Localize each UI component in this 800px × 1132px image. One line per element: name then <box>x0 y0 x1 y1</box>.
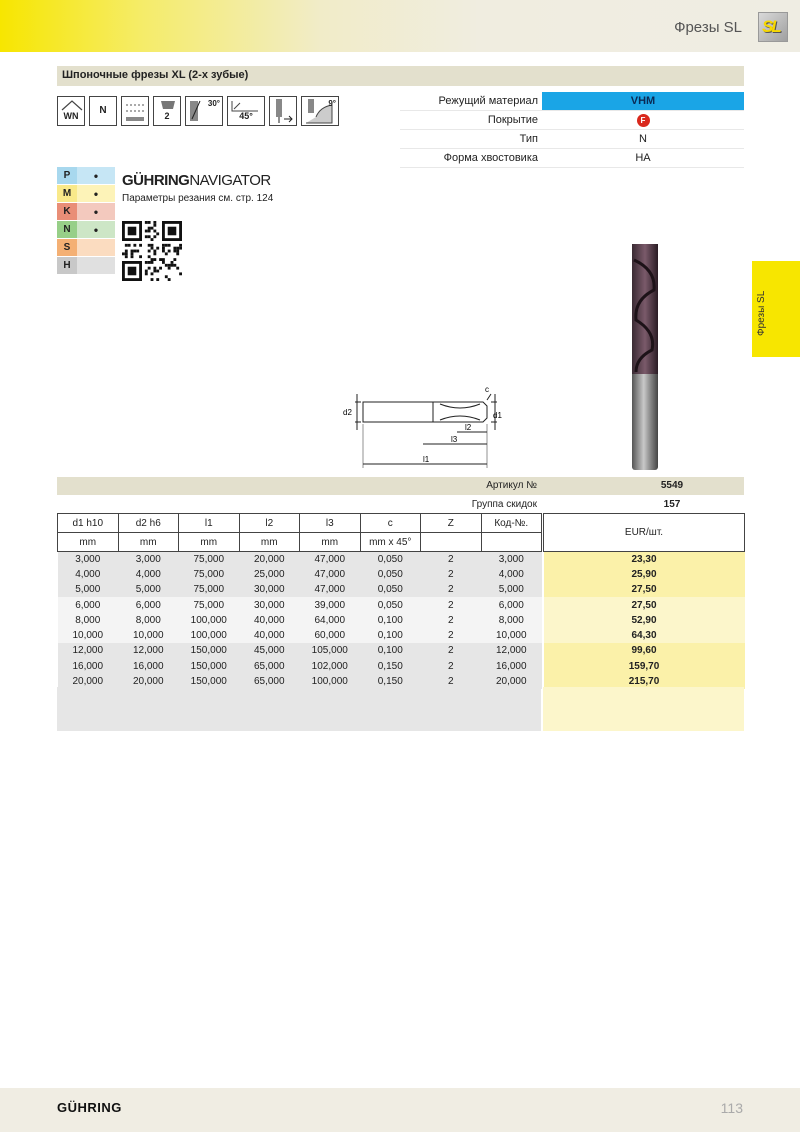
col-header: l3 <box>300 514 361 533</box>
table-cell: 102,000 <box>300 659 361 674</box>
navigator-brand: GÜHRING <box>122 172 190 189</box>
table-row <box>58 552 745 567</box>
table-cell: 150,000 <box>179 674 240 689</box>
unit-header: mm <box>239 533 300 552</box>
wn-label: WN <box>63 111 79 121</box>
type-n-label: N <box>99 105 107 116</box>
page-header-title: Фрезы SL <box>674 19 742 36</box>
discount-group: 157 <box>663 499 681 510</box>
material-suitability-dot <box>77 257 115 274</box>
material-row-p <box>57 167 115 185</box>
material-suitability-dot: • <box>93 169 99 183</box>
col-header: Код-№. <box>481 514 542 533</box>
col-header: Z <box>421 514 482 533</box>
table-cell: 0,150 <box>360 659 421 674</box>
table-cell: 2 <box>421 567 482 582</box>
table-cell: 0,050 <box>360 597 421 612</box>
table-cell: 0,150 <box>360 674 421 689</box>
table-cell: 10,000 <box>118 628 179 643</box>
drawing-label-d2: d2 <box>343 408 352 417</box>
price-cell: 25,90 <box>544 567 745 582</box>
property-row-material <box>400 92 744 111</box>
drawing-label-l3: l3 <box>451 435 458 444</box>
helix-angle: 30° <box>207 99 220 108</box>
table-filler <box>57 687 541 731</box>
table-cell: 5,000 <box>481 582 542 597</box>
coating-badge: F <box>637 114 650 127</box>
table-cell: 65,000 <box>239 674 300 689</box>
table-cell: 20,000 <box>58 674 119 689</box>
chamfer-angle: 45° <box>239 111 253 121</box>
table-cell: 2 <box>421 659 482 674</box>
table-cell: 2 <box>421 643 482 658</box>
discount-label: Группа скидок <box>471 499 537 510</box>
material-row-s <box>57 239 115 257</box>
table-cell: 0,050 <box>360 582 421 597</box>
table-cell: 8,000 <box>481 613 542 628</box>
drawing-label-d1: d1 <box>493 411 502 420</box>
property-label: Тип <box>519 133 538 145</box>
ramp-angle: 9° <box>328 99 336 108</box>
property-table <box>400 92 744 168</box>
price-cell: 52,90 <box>544 613 745 628</box>
price-cell: 64,30 <box>544 628 745 643</box>
qr-code[interactable] <box>122 221 182 281</box>
dimension-drawing <box>335 380 505 475</box>
table-cell: 2 <box>421 674 482 689</box>
unit-header <box>421 533 482 552</box>
table-cell: 0,050 <box>360 567 421 582</box>
price-cell: 99,60 <box>544 643 745 658</box>
drawing-label-l2: l2 <box>465 423 472 432</box>
side-tab-label: Фрезы SL <box>756 290 767 336</box>
property-row-type <box>400 130 744 149</box>
drawing-label-c: c <box>485 385 489 394</box>
col-header: l2 <box>239 514 300 533</box>
property-label: Режущий материал <box>438 95 538 107</box>
table-cell: 10,000 <box>58 628 119 643</box>
table-cell: 5,000 <box>58 582 119 597</box>
property-value: VHM <box>542 92 744 110</box>
table-cell: 105,000 <box>300 643 361 658</box>
table-cell: 4,000 <box>118 567 179 582</box>
article-label: Артикул № <box>486 480 537 491</box>
col-header: c <box>360 514 421 533</box>
property-value <box>542 111 744 129</box>
table-cell: 3,000 <box>481 552 542 567</box>
coolant-graphic <box>122 97 148 125</box>
material-row-k <box>57 203 115 221</box>
flutes-icon <box>153 96 181 126</box>
ramp-9-icon <box>301 96 339 126</box>
table-cell: 0,050 <box>360 552 421 567</box>
table-cell: 100,000 <box>300 674 361 689</box>
dimension-price-table <box>57 513 745 689</box>
price-cell: 27,50 <box>544 582 745 597</box>
material-key: M <box>57 185 77 202</box>
product-title-bar <box>57 66 744 86</box>
price-cell: 159,70 <box>544 659 745 674</box>
property-row-shank <box>400 149 744 168</box>
unit-header: mm <box>118 533 179 552</box>
navigator-suffix: NAVIGATOR <box>189 172 271 189</box>
col-header: d1 h10 <box>58 514 119 533</box>
table-cell: 0,100 <box>360 628 421 643</box>
table-cell: 2 <box>421 597 482 612</box>
property-row-coating <box>400 111 744 130</box>
article-row <box>57 477 744 495</box>
price-cell: 27,50 <box>544 597 745 612</box>
wn-shank-icon <box>57 96 85 126</box>
property-label: Покрытие <box>487 114 538 126</box>
table-cell: 2 <box>421 613 482 628</box>
unit-header: mm <box>58 533 119 552</box>
price-header: EUR/шт. <box>544 514 745 552</box>
table-cell: 8,000 <box>58 613 119 628</box>
table-header-row <box>58 514 745 533</box>
price-cell: 23,30 <box>544 552 745 567</box>
article-number: 5549 <box>660 480 684 491</box>
type-n-icon <box>89 96 117 126</box>
table-cell: 75,000 <box>179 567 240 582</box>
table-cell: 0,100 <box>360 643 421 658</box>
table-cell: 45,000 <box>239 643 300 658</box>
table-cell: 20,000 <box>481 674 542 689</box>
table-cell: 10,000 <box>481 628 542 643</box>
table-cell: 75,000 <box>179 597 240 612</box>
sl-logo <box>758 12 788 42</box>
discount-row <box>57 497 744 513</box>
unit-header: mm <box>300 533 361 552</box>
table-cell: 30,000 <box>239 582 300 597</box>
material-suitability-dot: • <box>93 187 99 201</box>
table-cell: 16,000 <box>58 659 119 674</box>
unit-header <box>481 533 542 552</box>
unit-header: mm <box>179 533 240 552</box>
table-cell: 20,000 <box>239 552 300 567</box>
feature-icons <box>57 96 339 126</box>
guhring-navigator-logo <box>122 172 271 189</box>
material-key: S <box>57 239 77 256</box>
material-row-h <box>57 257 115 275</box>
table-cell: 3,000 <box>58 552 119 567</box>
table-cell: 2 <box>421 582 482 597</box>
price-cell: 215,70 <box>544 674 745 689</box>
material-key: H <box>57 257 77 274</box>
table-row <box>58 628 745 643</box>
property-label: Форма хвостовика <box>443 152 538 164</box>
col-header: d2 h6 <box>118 514 179 533</box>
table-row <box>58 659 745 674</box>
table-cell: 64,000 <box>300 613 361 628</box>
table-cell: 12,000 <box>481 643 542 658</box>
column-gap <box>542 533 544 552</box>
helix-30-icon <box>185 96 223 126</box>
table-cell: 8,000 <box>118 613 179 628</box>
table-cell: 6,000 <box>118 597 179 612</box>
table-row <box>58 567 745 582</box>
table-cell: 75,000 <box>179 552 240 567</box>
table-cell: 47,000 <box>300 552 361 567</box>
table-cell: 4,000 <box>58 567 119 582</box>
table-cell: 75,000 <box>179 582 240 597</box>
table-cell: 40,000 <box>239 628 300 643</box>
flutes-count: 2 <box>164 111 170 121</box>
table-cell: 30,000 <box>239 597 300 612</box>
table-cell: 6,000 <box>481 597 542 612</box>
table-row <box>58 582 745 597</box>
table-cell: 47,000 <box>300 582 361 597</box>
wn-roof-graphic <box>59 99 85 111</box>
property-value: HA <box>635 152 651 164</box>
guhring-logo: GÜHRING <box>57 1100 122 1115</box>
table-cell: 12,000 <box>118 643 179 658</box>
table-cell: 0,100 <box>360 613 421 628</box>
material-suitability-dot: • <box>93 223 99 237</box>
page-number: 113 <box>720 1100 743 1116</box>
table-cell: 16,000 <box>481 659 542 674</box>
chamfer-45-icon <box>227 96 265 126</box>
drawing-label-l1: l1 <box>423 455 430 464</box>
table-cell: 12,000 <box>58 643 119 658</box>
table-cell: 6,000 <box>58 597 119 612</box>
table-cell: 2 <box>421 552 482 567</box>
property-value: N <box>639 133 647 145</box>
unit-header: mm x 45° <box>360 533 421 552</box>
material-row-n <box>57 221 115 239</box>
table-cell: 47,000 <box>300 567 361 582</box>
material-key: N <box>57 221 77 238</box>
table-cell: 4,000 <box>481 567 542 582</box>
table-row <box>58 613 745 628</box>
drilling-icon <box>269 96 297 126</box>
price-filler <box>543 687 744 731</box>
drilling-graphic <box>270 97 296 125</box>
table-cell: 5,000 <box>118 582 179 597</box>
material-table <box>57 167 115 275</box>
product-title: Шпоночные фрезы XL (2-х зубые) <box>62 69 249 81</box>
table-cell: 60,000 <box>300 628 361 643</box>
table-row <box>58 597 745 612</box>
end-mill-image <box>620 240 670 472</box>
coolant-icon <box>121 96 149 126</box>
table-cell: 2 <box>421 628 482 643</box>
table-cell: 20,000 <box>118 674 179 689</box>
side-tab[interactable] <box>752 261 800 357</box>
material-key: K <box>57 203 77 220</box>
table-cell: 150,000 <box>179 659 240 674</box>
sl-logo-text: SL <box>762 17 780 36</box>
table-cell: 3,000 <box>118 552 179 567</box>
table-cell: 25,000 <box>239 567 300 582</box>
table-cell: 40,000 <box>239 613 300 628</box>
material-suitability-dot <box>77 239 115 256</box>
material-suitability-dot: • <box>93 205 99 219</box>
table-cell: 100,000 <box>179 628 240 643</box>
table-cell: 100,000 <box>179 613 240 628</box>
material-row-m <box>57 185 115 203</box>
table-cell: 16,000 <box>118 659 179 674</box>
material-key: P <box>57 167 77 184</box>
table-row <box>58 643 745 658</box>
table-cell: 150,000 <box>179 643 240 658</box>
table-cell: 65,000 <box>239 659 300 674</box>
col-header: l1 <box>179 514 240 533</box>
navigator-subtitle: Параметры резания см. стр. 124 <box>122 193 274 204</box>
table-cell: 39,000 <box>300 597 361 612</box>
